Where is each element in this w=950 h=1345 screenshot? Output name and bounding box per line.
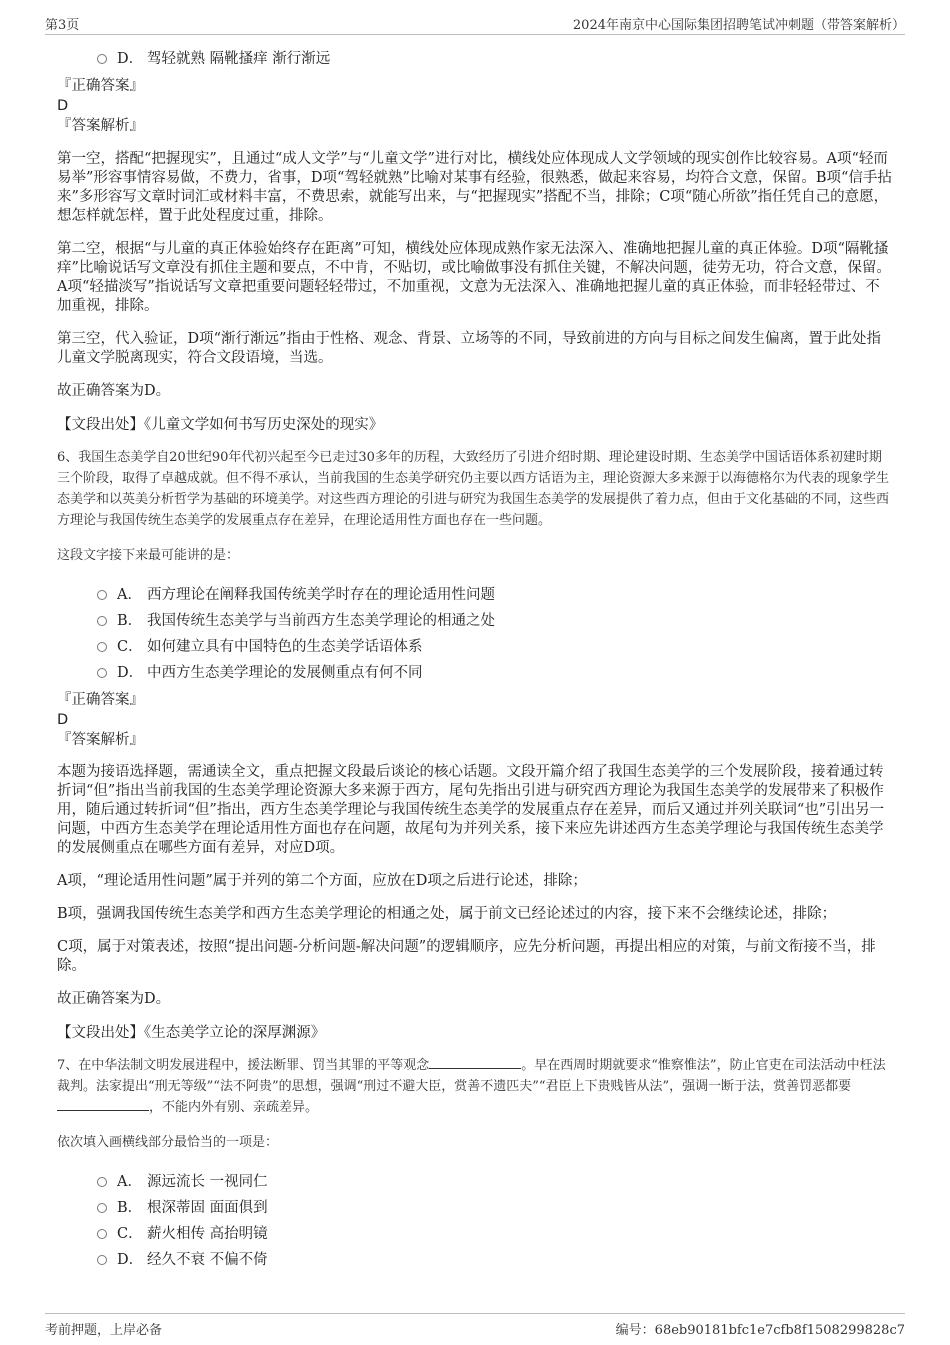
page-content <box>57 44 893 1271</box>
analysis-paragraph: 本题为接语选择题，需通读全文，重点把握文段最后谈论的核心话题。文段开篇介绍了我国生态美学的三个发展阶段，接着通过转折词“但”指出当前我国的生态美学理论资源大多来源于西方，尾句先指出引进与研究西方理论为我国生态美学的发展带来了积极作用，随后通过转折词“但”指出，西方生态美学理论与我国传统生态美学的发展重点存在差异，而后又通过并列关联词“也”引出另一问题，中西方生态美学在理论适用性方面也存在问题，故尾句为并列关系，接下来应先讲述西方生态美学理论与我国传统生态美学的发展侧重点在哪些方面有差异，对应D项。 <box>57 764 885 856</box>
option-letter: C． <box>117 638 143 655</box>
option-text: 我国传统生态美学与当前西方生态美学理论的相通之处 <box>147 612 495 629</box>
q6-option-b[interactable] <box>97 606 893 632</box>
analysis-paragraph: 第二空，根据“与儿童的真正体验始终存在距离”可知，横线处应体现成熟作家无法深入、准确地把握儿童的真正体验。D项“隔靴搔痒”比喻说话写文章没有抓住主题和要点，不中肯，不贴切，或比喻做事没有抓住关键，不解决问题，徒劳无功，符合文意，保留。A项“轻描淡写”指说话写文章把重要问题轻轻带过，不加重视，文意为无法深入、准确地把握儿童的真正体验，而非轻轻带过、不加重视，排除。 <box>57 241 891 314</box>
option-text: 经久不衰 不偏不倚 <box>147 1251 268 1268</box>
radio-icon[interactable] <box>97 590 107 600</box>
source-citation: 【文段出处】《生态美学立论的深厚渊源》 <box>57 1025 326 1041</box>
answer-value: D <box>57 98 69 114</box>
document-code: 编号：68eb90181bfc1e7cfb8f1508299828c7 <box>615 1323 905 1338</box>
option-text: 驾轻就熟 隔靴搔痒 渐行渐远 <box>147 50 331 67</box>
radio-icon[interactable] <box>97 642 107 652</box>
page-number: 第3页 <box>45 18 80 33</box>
analysis-label: 『答案解析』 <box>57 118 144 134</box>
radio-icon[interactable] <box>97 54 107 64</box>
q6-option-a[interactable] <box>97 580 893 606</box>
analysis-paragraph: 故正确答案为D。 <box>57 991 171 1007</box>
page-header <box>45 12 905 35</box>
stem-text: ，不能内外有别、亲疏差异。 <box>149 1100 319 1115</box>
q7-option-c[interactable] <box>97 1219 893 1245</box>
q5-option-d[interactable] <box>97 44 893 70</box>
footer-slogan: 考前押题，上岸必备 <box>45 1323 163 1338</box>
option-letter: D． <box>117 664 144 681</box>
analysis-paragraph: 第一空，搭配“把握现实”，且通过“成人文学”与“儿童文学”进行对比，横线处应体现成人文学领域的现实创作比较容易。A项“轻而易举”形容事情容易做，不费力，省事，D项“驾轻就熟”比喻对某事有经验，很熟悉，做起来容易，均符合文意，保留。B项“信手拈来”多形容写文章时词汇或材料丰富，不费思索，就能写出来，与“把握现实”搭配不当，排除；C项“随心所欲”指任凭自己的意愿，想怎样就怎样，置于此处程度过重，排除。 <box>57 151 892 224</box>
radio-icon[interactable] <box>97 1229 107 1239</box>
option-letter: C． <box>117 1225 143 1242</box>
option-text: 中西方生态美学理论的发展侧重点有何不同 <box>147 664 423 681</box>
option-letter: D． <box>117 50 144 67</box>
option-text: 源远流长 一视同仁 <box>147 1173 268 1190</box>
option-text: 根深蒂固 面面俱到 <box>147 1199 268 1216</box>
document-title: 2024年南京中心国际集团招聘笔试冲刺题（带答案解析） <box>572 18 905 33</box>
analysis-paragraph: C项，属于对策表述，按照“提出问题-分析问题-解决问题”的逻辑顺序，应先分析问题，再提出相应的对策，与前文衔接不当，排除。 <box>57 939 876 974</box>
fill-blank <box>57 1098 149 1111</box>
radio-icon[interactable] <box>97 668 107 678</box>
q6-option-c[interactable] <box>97 632 893 658</box>
analysis-paragraph: B项，强调我国传统生态美学和西方生态美学理论的相通之处，属于前文已经论述过的内容，接下来不会继续论述，排除； <box>57 906 837 922</box>
analysis-paragraph: 故正确答案为D。 <box>57 383 171 399</box>
page-footer <box>45 1313 905 1336</box>
option-letter: B． <box>117 612 143 629</box>
analysis-label: 『答案解析』 <box>57 732 144 748</box>
answer-value: D <box>57 712 69 728</box>
option-letter: A． <box>117 586 142 603</box>
option-letter: D． <box>117 1251 144 1268</box>
question-prompt: 依次填入画横线部分最恰当的一项是： <box>57 1135 279 1150</box>
stem-text: 7、在中华法制文明发展进程中，援法断罪、罚当其罪的平等观念 <box>57 1058 430 1073</box>
q7-option-b[interactable] <box>97 1193 893 1219</box>
radio-icon[interactable] <box>97 1177 107 1187</box>
option-letter: A． <box>117 1173 142 1190</box>
option-text: 西方理论在阐释我国传统美学时存在的理论适用性问题 <box>147 586 495 603</box>
radio-icon[interactable] <box>97 1255 107 1265</box>
analysis-paragraph: A项，“理论适用性问题”属于并列的第二个方面，应放在D项之后进行论述，排除； <box>57 873 587 889</box>
answer-label: 『正确答案』 <box>57 692 144 708</box>
radio-icon[interactable] <box>97 1203 107 1213</box>
stem-text: 。早在西周时期就要求“惟察惟法”，防止官吏在司法活动中枉法裁判。法家提出“刑无等级”“法不阿贵”的思想，强调“刑过不避大臣，赏善不遗匹夫”“君臣上下贵贱皆从法”，强调一断于法，赏善罚恶都要 <box>57 1058 886 1094</box>
q6-option-d[interactable] <box>97 658 893 684</box>
question-prompt: 这段文字接下来最可能讲的是： <box>57 548 240 563</box>
q7-option-a[interactable] <box>97 1167 893 1193</box>
analysis-paragraph: 第三空，代入验证，D项“渐行渐远”指由于性格、观念、背景、立场等的不同，导致前进的方向与目标之间发生偏离，置于此处指儿童文学脱离现实，符合文段语境，当选。 <box>57 331 881 366</box>
answer-label: 『正确答案』 <box>57 78 144 94</box>
source-citation: 【文段出处】《儿童文学如何书写历史深处的现实》 <box>57 417 384 433</box>
option-text: 如何建立具有中国特色的生态美学话语体系 <box>147 638 423 655</box>
radio-icon[interactable] <box>97 616 107 626</box>
fill-blank <box>429 1056 521 1069</box>
question-stem: 6、我国生态美学自20世纪90年代初兴起至今已走过30多年的历程，大致经历了引进介绍时期、理论建设时期、生态美学中国话语体系初建时期三个阶段，取得了卓越成就。但不得不承认，当前我国的生态美学研究仍主要以西方话语为主，理论资源大多来源于以海德格尔为代表的现象学生态美学和以英美分析哲学为基础的环境美学。对这些西方理论的引进与研究为我国生态美学的发展提供了着力点，但由于文化基础的不同，这些西方理论与我国传统生态美学的发展重点存在差异，在理论适用性方面也存在一些问题。 <box>57 450 890 528</box>
question-stem <box>57 1055 893 1118</box>
q7-option-d[interactable] <box>97 1245 893 1271</box>
option-letter: B． <box>117 1199 143 1216</box>
option-text: 薪火相传 高抬明镜 <box>147 1225 268 1242</box>
